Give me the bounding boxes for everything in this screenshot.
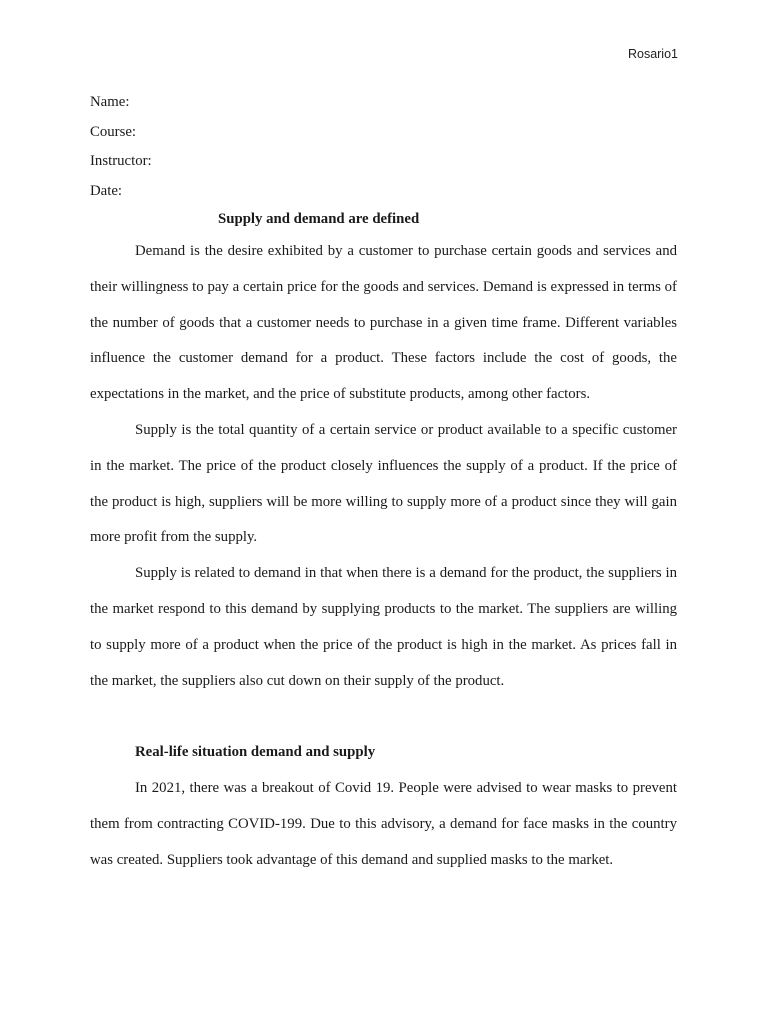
name-label: Name: [90,94,130,110]
running-head: Rosario1 [627,47,678,61]
instructor-label: Instructor: [90,153,152,169]
document-title: Supply and demand are defined [218,211,420,227]
course-label: Course: [90,123,137,140]
paragraph-demand: Demand is the desire exhibited by a customer to purchase certain goods and services and their willingness to pay a certain price for the goods and services. Demand is expressed in terms of the number of goods that a customer needs to purchase in a given time frame. Different variables influence the customer demand for a product. These factors include the cost of goods, the expectations in the market, and the price of substitute products, among other factors. [90,243,677,403]
blank-line [90,699,677,735]
document-body [90,91,677,878]
date-label: Date: [90,182,123,199]
section-heading-real-life: Real-life situation demand and supply [135,744,376,761]
paragraph-supply: Supply is the total quantity of a certain service or product available to a specific customer in the market. The price of the product closely influences the supply of a product. If the price of the product is high, suppliers will be more willing to supply more of a product since they will gain more profit from the supply. [90,421,677,546]
paragraph-relation: Supply is related to demand in that when there is a demand for the product, the suppliers in the market respond to this demand by supplying products to the market. The suppliers are willing to supply more of a product when the price of the product is high in the market. As prices fall in the market, the suppliers also cut down on their supply of the product. [90,565,677,689]
paragraph-real-life: In 2021, there was a breakout of Covid 19. People were advised to wear masks to prevent them from contracting COVID-199. Due to this advisory, a demand for face masks in the country was created. Suppliers took advantage of this demand and supplied masks to the market. [90,779,677,868]
